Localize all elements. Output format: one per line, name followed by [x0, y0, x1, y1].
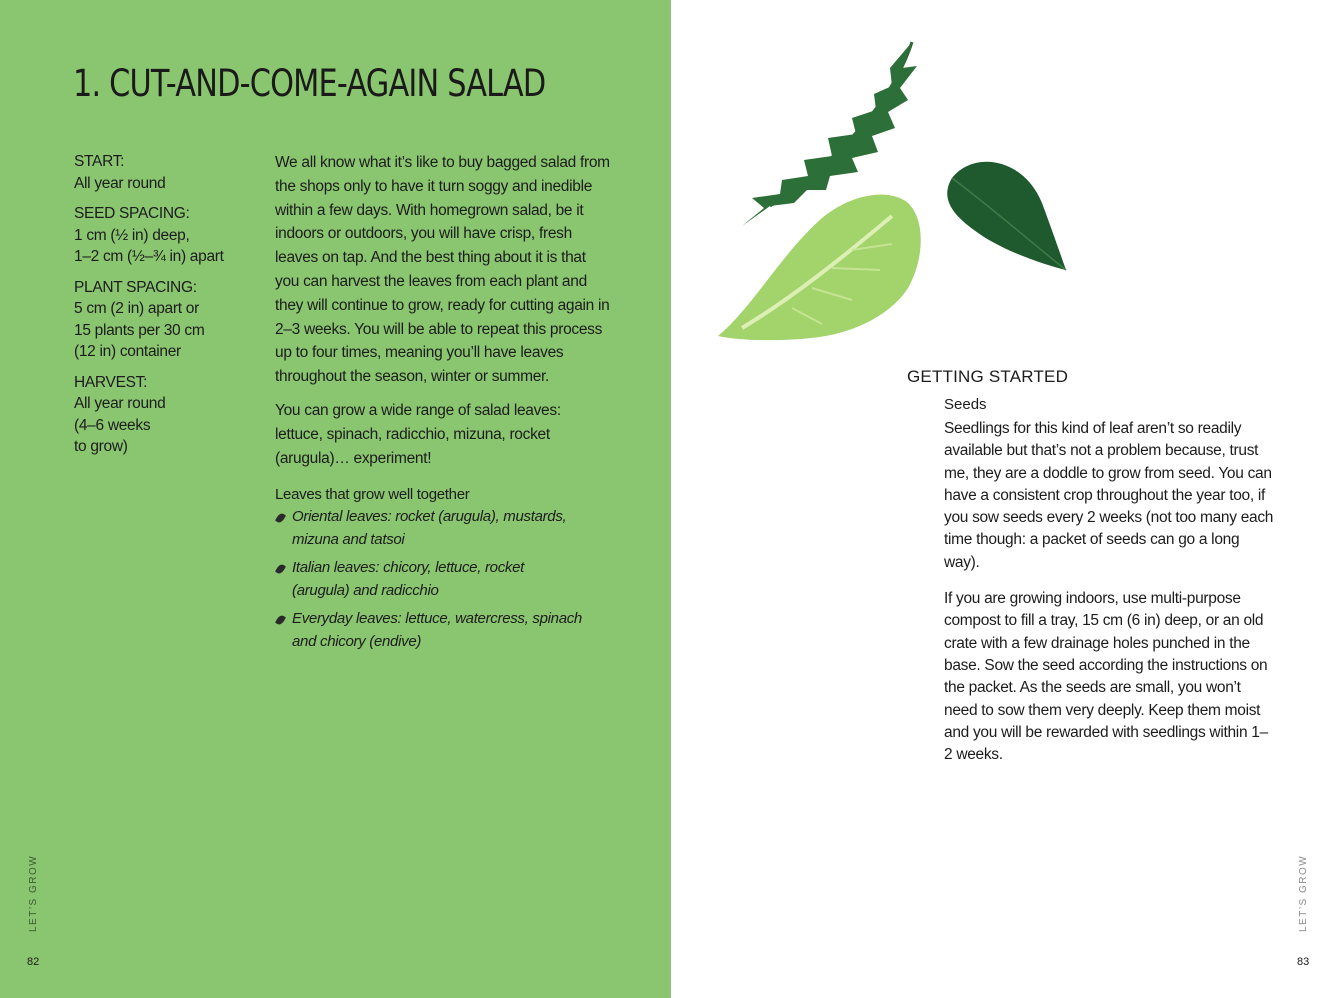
- salad-leaves-illustration: [712, 38, 1077, 343]
- fact-value: All year round: [74, 174, 166, 192]
- fact-label: START:: [74, 153, 125, 170]
- leaf-bullet-icon: [275, 563, 286, 575]
- list-item: [275, 608, 582, 653]
- list-heading: Leaves that grow well together: [275, 486, 470, 504]
- list-item-text: Oriental leaves: rocket (arugula), mustards, mizuna and tatsoi: [292, 508, 567, 548]
- page-number-left: 82: [27, 956, 40, 968]
- leaves-paragraph: You can grow a wide range of salad leaves: lettuce, spinach, radicchio, mizuna, rocket (arugula)… experiment!: [275, 401, 561, 467]
- intro-column: [275, 151, 610, 659]
- leaf-bullet-icon: [275, 512, 286, 524]
- fact-value: 5 cm (2 in) apart or 15 plants per 30 cm (12 in) container: [74, 300, 205, 360]
- fact-value: 1 cm (½ in) deep, 1–2 cm (½–¾ in) apart: [74, 226, 224, 265]
- page-title: 1. CUT-AND-COME-AGAIN SALAD: [73, 62, 546, 105]
- fact-harvest: [74, 372, 244, 458]
- list-item: [275, 557, 582, 602]
- fact-seed-spacing: [74, 203, 244, 268]
- running-head-left: LET’S GROW: [28, 854, 39, 932]
- lettuce-leaf-icon: [718, 195, 921, 341]
- list-item: [275, 506, 582, 551]
- fact-start: [74, 151, 244, 194]
- getting-started-body: [944, 418, 1274, 780]
- fact-plant-spacing: [74, 277, 244, 363]
- indoors-paragraph: If you are growing indoors, use multi-purpose compost to fill a tray, 15 cm (6 in) deep, or an old crate with a few drainage holes punched in the base. Sow the seed according the instructions on the packet. As the seeds are small, you won’t need to sow them very deeply. Keep them moist and you will be rewarded with seedlings within 1–2 weeks.: [944, 590, 1268, 764]
- list-item-text: Italian leaves: chicory, lettuce, rocket (arugula) and radicchio: [292, 559, 524, 599]
- running-head-right: LET’S GROW: [1298, 854, 1309, 932]
- fact-label: PLANT SPACING:: [74, 278, 197, 296]
- list-item-text: Everyday leaves: lettuce, watercress, spinach and chicory (endive): [292, 610, 582, 650]
- page-number-right: 83: [1297, 956, 1310, 968]
- fact-label: HARVEST:: [74, 373, 148, 391]
- fact-value: All year round (4–6 weeks to grow): [74, 395, 166, 455]
- leaf-bullet-icon: [275, 614, 286, 626]
- fact-label: SEED SPACING:: [74, 205, 190, 222]
- intro-paragraph: We all know what it’s like to buy bagged salad from the shops only to have it turn soggy and inedible within a few days. With homegrown salad, be it indoors or outdoors, you will have crisp, fresh leaves on tap. And the best thing about it is that you can harvest the leaves from each plant and they will continue to grow, ready for cutting again in 2–3 weeks. You will be able to repeat this process up to four times, meaning you’ll have leaves throughout the season, winter or summer.: [275, 154, 610, 386]
- subheading: Seeds: [944, 396, 987, 413]
- seeds-paragraph: Seedlings for this kind of leaf aren’t so readily available but that’s not a problem because, trust me, they are a doddle to grow from seed. You can have a consistent crop throughout the year too, if you sow seeds every 2 weeks (not too many each time though: a packet of seeds can go a long way).: [944, 420, 1274, 571]
- section-title: GETTING STARTED: [907, 367, 1069, 386]
- spinach-leaf-icon: [947, 162, 1066, 270]
- leaf-list: [275, 506, 610, 653]
- growing-facts: [74, 151, 244, 467]
